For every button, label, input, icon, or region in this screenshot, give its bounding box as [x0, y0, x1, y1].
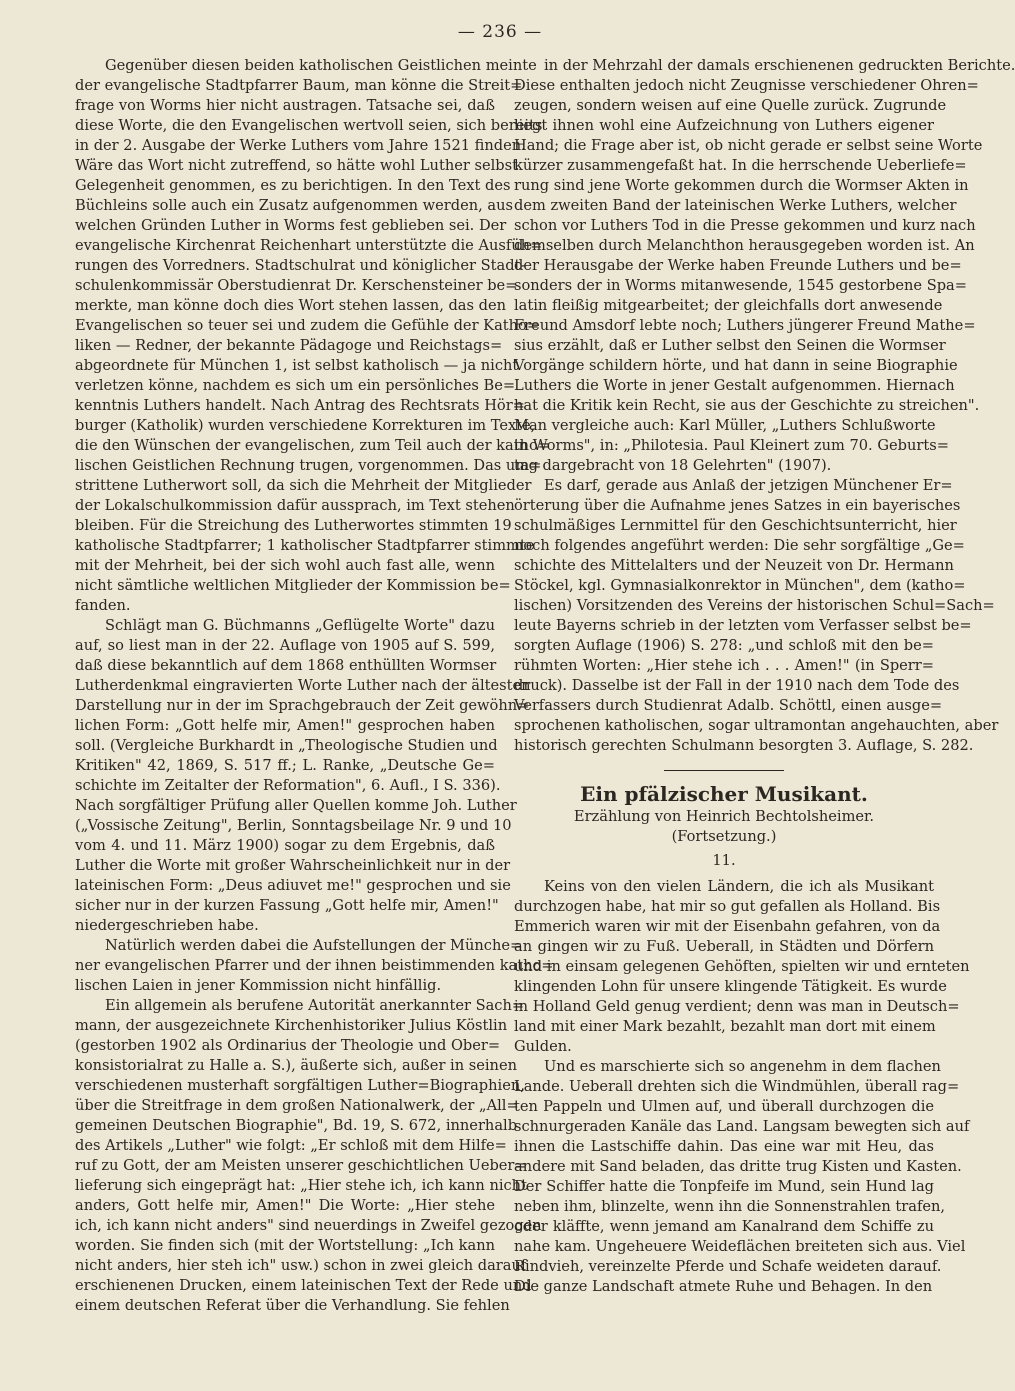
page-number: — 236 — — [457, 22, 543, 42]
text-line: kürzer zusammengefaßt hat. In die herrschende Ueberliefe= — [514, 157, 967, 174]
text-line: auf, so liest man in der 22. Auflage von 1905 auf S. 599, — [75, 637, 495, 654]
text-line: frage von Worms hier nicht austragen. Tatsache sei, daß — [75, 97, 495, 114]
text-line: lischen Geistlichen Rechnung trugen, vorgenommen. Das um= — [75, 457, 542, 474]
text-line: bleiben. Für die Streichung des Lutherwortes stimmten 19 — [75, 517, 512, 534]
text-line: schnurgeraden Kanäle das Land. Langsam bewegten sich auf — [514, 1118, 970, 1135]
story-byline: Erzählung von Heinrich Bechtolsheimer. — [573, 808, 875, 825]
text-line: fanden. — [75, 597, 131, 614]
text-line: die den Wünschen der evangelischen, zum Teil auch der katho= — [75, 437, 551, 454]
text-line: niedergeschrieben habe. — [75, 917, 259, 934]
text-line: lateinischen Form: „Deus adiuvet me!" gesprochen und sie — [75, 877, 511, 894]
text-line: lieferung sich eingeprägt hat: „Hier stehe ich, ich kann nicht — [75, 1177, 527, 1194]
text-line: leute Bayerns schrieb in der letzten vom Verfasser selbst be= — [514, 617, 972, 634]
text-line: burger (Katholik) wurden verschiedene Korrekturen im Texte, — [75, 417, 536, 434]
paragraph — [75, 56, 551, 616]
text-line: latin fleißig mitgearbeitet; der gleichfalls dort anwesende — [514, 297, 943, 314]
story-part-number: 11. — [712, 852, 736, 869]
text-line: schichte im Zeitalter der Reformation", 6. Aufl., I S. 336). — [75, 777, 501, 794]
text-line: Es darf, gerade aus Anlaß der jetzigen Münchener Er= — [544, 477, 953, 494]
text-line: nahe kam. Ungeheuere Weideflächen breiteten sich aus. Viel — [514, 1238, 966, 1255]
text-line: land mit einer Mark bezahlt, bezahlt man dort mit einem — [514, 1018, 936, 1035]
text-line: ner evangelischen Pfarrer und der ihnen beistimmenden katho= — [75, 957, 554, 974]
text-line: sorgten Auflage (1906) S. 278: „und schloß mit den be= — [514, 637, 934, 654]
text-line: katholische Stadtpfarrer; 1 katholischer Stadtpfarrer stimmte — [75, 537, 535, 554]
text-line: des Artikels „Luther" wie folgt: „Er schloß mit dem Hilfe= — [75, 1137, 507, 1154]
section-divider — [664, 770, 784, 771]
paragraph — [514, 877, 970, 1057]
text-line: lischen) Vorsitzenden des Vereins der historischen Schul=Sach= — [514, 597, 995, 614]
text-line: Luther die Worte mit großer Wahrscheinlichkeit nur in der — [75, 857, 511, 874]
text-line: strittene Lutherwort soll, da sich die Mehrheit der Mitglieder — [75, 477, 532, 494]
text-line: lischen Laien in jener Kommission nicht hinfällig. — [75, 977, 442, 994]
text-line: druck). Dasselbe ist der Fall in der 1910 nach dem Tode des — [514, 677, 960, 694]
article-continuation — [514, 56, 1015, 756]
text-line: erschienenen Drucken, einem lateinischen Text der Rede und — [75, 1277, 532, 1294]
text-line: abgeordnete für München 1, ist selbst katholisch — ja nicht — [75, 357, 519, 374]
text-line: Keins von den vielen Ländern, die ich als Musikant — [544, 878, 934, 895]
text-line: Emmerich waren wir mit der Eisenbahn gefahren, von da — [514, 918, 941, 935]
text-line: Hand; die Frage aber ist, ob nicht gerade er selbst seine Worte — [514, 137, 983, 154]
text-line: rühmten Worten: „Hier stehe ich . . . Amen!" (in Sperr= — [514, 657, 934, 674]
text-line: Nach sorgfältiger Prüfung aller Quellen komme Joh. Luther — [75, 797, 517, 814]
text-line: lichen Form: „Gott helfe mir, Amen!" gesprochen haben — [75, 717, 495, 734]
story-body — [514, 877, 970, 1297]
paragraph — [75, 936, 554, 996]
text-line: andere mit Sand beladen, das dritte trug Kisten und Kasten. — [514, 1158, 962, 1175]
text-line: demselben durch Melanchthon herausgegeben worden ist. An — [514, 237, 975, 254]
text-line: Schlägt man G. Büchmanns „Geflügelte Worte" dazu — [105, 617, 495, 634]
text-line: vom 4. und 11. März 1900) sogar zu dem Ergebnis, daß — [75, 837, 495, 854]
paragraph — [75, 996, 542, 1316]
text-line: liken — Redner, der bekannte Pädagoge und Reichstags= — [75, 337, 503, 354]
text-line: dem zweiten Band der lateinischen Werke Luthers, welcher — [514, 197, 957, 214]
paragraph — [514, 476, 999, 756]
text-line: Lutherdenkmal eingravierten Worte Luther nach der ältesten — [75, 677, 531, 694]
text-line: über die Streitfrage in dem großen Nationalwerk, der „All= — [75, 1097, 519, 1114]
text-line: zeugen, sondern weisen auf eine Quelle zurück. Zugrunde — [514, 97, 947, 114]
text-line: worden. Sie finden sich (mit der Wortstellung: „Ich kann — [75, 1237, 495, 1254]
text-line: Gulden. — [514, 1038, 572, 1055]
paragraph — [514, 56, 1015, 476]
text-line: der Herausgabe der Werke haben Freunde Luthers und be= — [514, 257, 962, 274]
text-line: Vorgänge schildern hörte, und hat dann in seine Biographie — [514, 357, 958, 374]
story-title: Ein pfälzischer Musikant. — [580, 782, 868, 806]
text-line: tag dargebracht von 18 Gelehrten" (1907). — [514, 457, 832, 474]
text-line: Gelegenheit genommen, es zu berichtigen. In den Text des — [75, 177, 511, 194]
text-line: konsistorialrat zu Halle a. S.), äußerte sich, außer in seinen — [75, 1057, 517, 1074]
text-line: Evangelischen so teuer sei und zudem die Gefühle der Katho= — [75, 317, 540, 334]
text-line: mit der Mehrheit, bei der sich wohl auch fast alle, wenn — [75, 557, 495, 574]
text-line: rung sind jene Worte gekommen durch die Wormser Akten in — [514, 177, 969, 194]
text-line: in der 2. Ausgabe der Werke Luthers vom Jahre 1521 finden. — [75, 137, 526, 154]
text-line: in der Mehrzahl der damals erschienenen gedruckten Berichte. — [544, 57, 1015, 74]
text-line: ten Pappeln und Ulmen auf, und überall durchzogen die — [514, 1098, 934, 1115]
text-line: hat die Kritik kein Recht, sie aus der Geschichte zu streichen". — [514, 397, 980, 414]
text-line: örterung über die Aufnahme jenes Satzes in ein bayerisches — [514, 497, 961, 514]
text-line: evangelische Kirchenrat Reichenhart unterstützte die Ausfüh= — [75, 237, 543, 254]
text-line: Freund Amsdorf lebte noch; Luthers jüngerer Freund Mathe= — [514, 317, 976, 334]
text-line: Der Schiffer hatte die Tonpfeife im Mund, sein Hund lag — [514, 1178, 934, 1195]
text-line: der evangelische Stadtpfarrer Baum, man könne die Streit= — [75, 77, 523, 94]
text-line: und in einsam gelegenen Gehöften, spielten wir und ernteten — [514, 958, 970, 975]
text-line: daß diese bekanntlich auf dem 1868 enthüllten Wormser — [75, 657, 497, 674]
text-line: diese Worte, die den Evangelischen wertvoll seien, sich bereits — [75, 117, 543, 134]
text-line: Rindvieh, vereinzelte Pferde und Schafe weideten darauf. — [514, 1258, 942, 1275]
text-line: Diese enthalten jedoch nicht Zeugnisse verschiedener Ohren= — [514, 77, 979, 94]
text-line: Darstellung nur in der im Sprachgebrauch der Zeit gewöhn= — [75, 697, 530, 714]
text-line: schon vor Luthers Tod in die Presse gekommen und kurz nach — [514, 217, 976, 234]
text-line: Natürlich werden dabei die Aufstellungen der Münche= — [105, 937, 523, 954]
text-line: oder kläffte, wenn jemand am Kanalrand dem Schiffe zu — [514, 1218, 934, 1235]
text-line: an gingen wir zu Fuß. Ueberall, in Städten und Dörfern — [514, 938, 934, 955]
text-line: schichte des Mittelalters und der Neuzeit von Dr. Hermann — [514, 557, 954, 574]
text-line: noch folgendes angeführt werden: Die sehr sorgfältige „Ge= — [514, 537, 965, 554]
text-line: sius erzählt, daß er Luther selbst den Seinen die Wormser — [514, 337, 946, 354]
text-line: klingenden Lohn für unsere klingende Tätigkeit. Es wurde — [514, 978, 947, 995]
text-line: gemeinen Deutschen Biographie", Bd. 19, S. 672, innerhalb — [75, 1117, 518, 1134]
text-line: ich, ich kann nicht anders" sind neuerdings in Zweifel gezogen — [75, 1217, 542, 1234]
text-line: Die ganze Landschaft atmete Ruhe und Behagen. In den — [514, 1278, 933, 1295]
text-line: Und es marschierte sich so angenehm in dem flachen — [544, 1058, 941, 1075]
text-line: sicher nur in der kurzen Fassung „Gott helfe mir, Amen!" — [75, 897, 499, 914]
text-line: Verfassers durch Studienrat Adalb. Schöttl, einen ausge= — [514, 697, 943, 714]
text-line: Stöckel, kgl. Gymnasialkonrektor in München", dem (katho= — [514, 577, 966, 594]
text-line: soll. (Vergleiche Burkhardt in „Theologische Studien und — [75, 737, 498, 754]
text-line: Lande. Ueberall drehten sich die Windmühlen, überall rag= — [514, 1078, 960, 1095]
story-continuation-note: (Fortsetzung.) — [671, 828, 777, 845]
text-line: Büchleins solle auch ein Zusatz aufgenommen werden, aus — [75, 197, 514, 214]
text-line: nicht anders, hier steh ich" usw.) schon in zwei gleich darauf — [75, 1257, 527, 1274]
text-line: liegt ihnen wohl eine Aufzeichnung von Luthers eigener — [514, 117, 934, 134]
text-line: einem deutschen Referat über die Verhandlung. Sie fehlen — [75, 1297, 510, 1314]
text-line: in Holland Geld genug verdient; denn was man in Deutsch= — [514, 998, 960, 1015]
text-line: anders, Gott helfe mir, Amen!" Die Worte: „Hier stehe — [75, 1197, 495, 1214]
text-line: Kritiken" 42, 1869, S. 517 ff.; L. Ranke, „Deutsche Ge= — [75, 757, 495, 774]
paragraph — [75, 616, 531, 936]
text-line: ruf zu Gott, der am Meisten unserer geschichtlichen Ueber= — [75, 1157, 527, 1174]
text-line: welchen Gründen Luther in Worms fest geblieben sei. Der — [75, 217, 507, 234]
text-line: verletzen könne, nachdem es sich um ein persönliches Be= — [75, 377, 516, 394]
text-line: in Worms", in: „Philotesia. Paul Kleinert zum 70. Geburts= — [514, 437, 949, 454]
paragraph — [514, 1057, 970, 1297]
text-line: („Vossische Zeitung", Berlin, Sonntagsbeilage Nr. 9 und 10 — [75, 817, 512, 834]
text-line: sprochenen katholischen, sogar ultramontan angehauchten, aber — [514, 717, 999, 734]
text-line: Gegenüber diesen beiden katholischen Geistlichen meinte — [105, 57, 537, 74]
text-line: historisch gerechten Schulmann besorgten 3. Auflage, S. 282. — [514, 737, 974, 754]
text-line: verschiedenen musterhaft sorgfältigen Luther=Biographien, — [75, 1077, 525, 1094]
text-line: ihnen die Lastschiffe dahin. Das eine war mit Heu, das — [514, 1138, 934, 1155]
text-line: (gestorben 1902 als Ordinarius der Theologie und Ober= — [75, 1037, 501, 1054]
text-line: der Lokalschulkommission dafür aussprach, im Text stehen — [75, 497, 515, 514]
text-line: kenntnis Luthers handelt. Nach Antrag des Rechtsrats Hör= — [75, 397, 525, 414]
text-line: Wäre das Wort nicht zutreffend, so hätte wohl Luther selbst — [75, 157, 518, 174]
text-line: neben ihm, blinzelte, wenn ihn die Sonnenstrahlen trafen, — [514, 1198, 946, 1215]
text-line: Luthers die Worte in jener Gestalt aufgenommen. Hiernach — [514, 377, 955, 394]
right-column — [514, 56, 1015, 1297]
text-line: schulmäßiges Lernmittel für den Geschichtsunterricht, hier — [514, 517, 957, 534]
text-line: mann, der ausgezeichnete Kirchenhistoriker Julius Köstlin — [75, 1017, 508, 1034]
text-line: nicht sämtliche weltlichen Mitglieder der Kommission be= — [75, 577, 511, 594]
text-line: sonders der in Worms mitanwesende, 1545 gestorbene Spa= — [514, 277, 967, 294]
text-line: Man vergleiche auch: Karl Müller, „Luthers Schlußworte — [514, 417, 936, 434]
text-line: durchzogen habe, hat mir so gut gefallen als Holland. Bis — [514, 898, 941, 915]
text-line: Ein allgemein als berufene Autorität anerkannter Sach= — [105, 997, 525, 1014]
text-line: rungen des Vorredners. Stadtschulrat und königlicher Stadt- — [75, 257, 526, 274]
text-line: schulenkommissär Oberstudienrat Dr. Kerschensteiner be= — [75, 277, 518, 294]
text-line: merkte, man könne doch dies Wort stehen lassen, das den — [75, 297, 507, 314]
